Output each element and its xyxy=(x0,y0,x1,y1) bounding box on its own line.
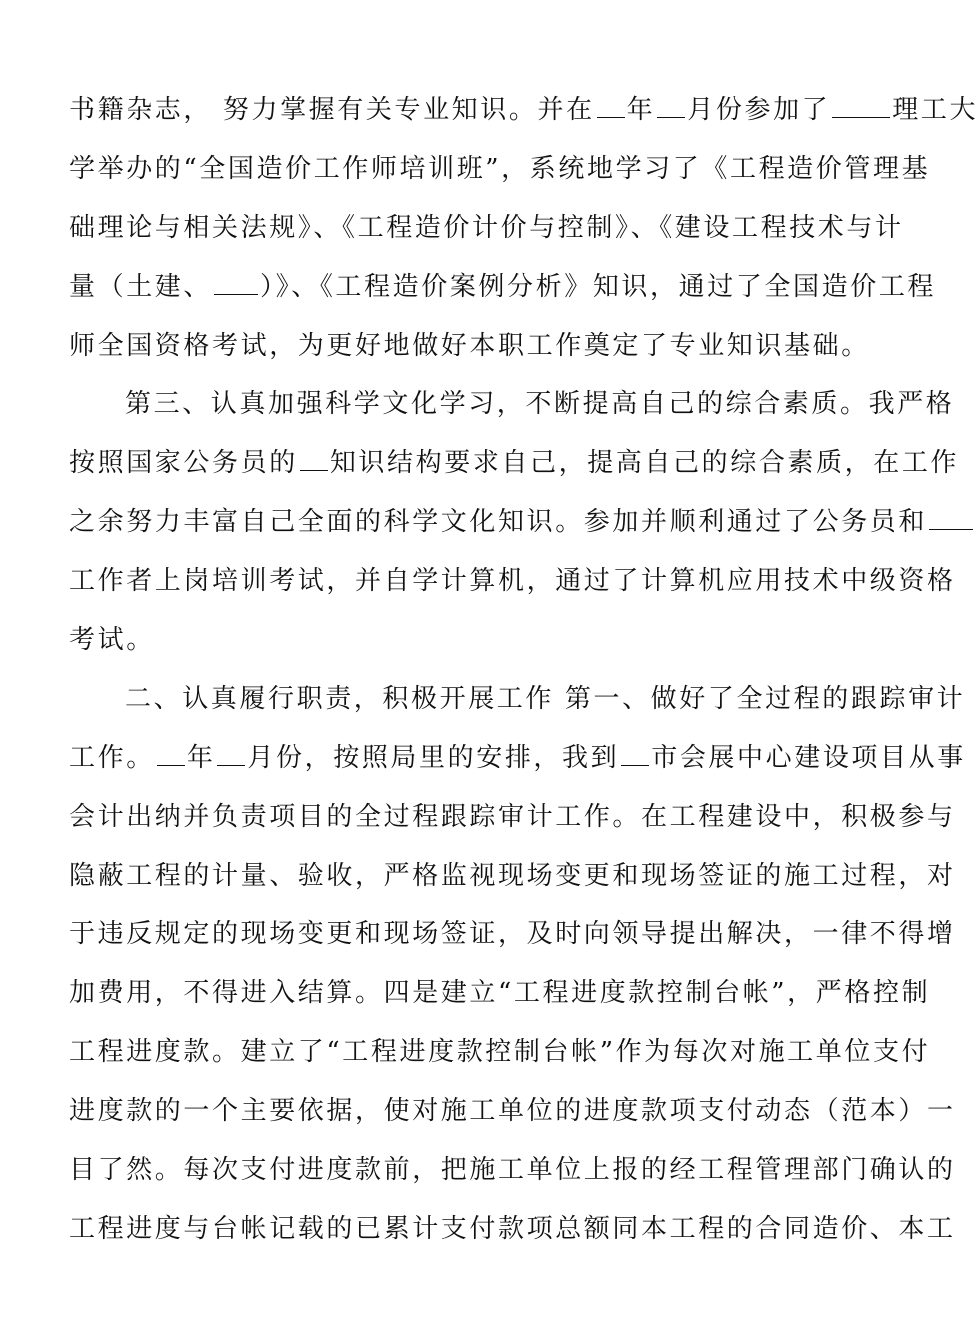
text-segment: 年 xyxy=(626,95,656,125)
text-segment: ）》、《工程造价案例分析》知识，通过了全国造价工程 xyxy=(260,271,937,302)
fill-in-blank xyxy=(597,89,625,118)
fill-in-blank xyxy=(217,737,245,766)
text-segment: 工作者上岗培训考试，并自学计算机，通过了计算机应用技术中级资格 xyxy=(69,566,956,597)
fill-in-blank xyxy=(832,89,890,118)
text-segment: 考试。 xyxy=(69,625,155,656)
text-segment: 工程进度款。建立了“工程进度款控制台帐”作为每次对施工单位支付 xyxy=(69,1037,931,1068)
text-line xyxy=(69,147,931,206)
text-line xyxy=(69,912,956,971)
text-line xyxy=(69,1148,956,1207)
text-segment: 进度款的一个主要依据，使对施工单位的进度款项支付动态（范本）一 xyxy=(69,1096,956,1127)
text-segment: 加费用，不得进入结算。四是建立“工程进度款控制台帐”，严格控制 xyxy=(69,978,931,1009)
text-segment: 市会展中心建设项目从事 xyxy=(651,742,966,773)
document-page xyxy=(69,88,978,1266)
text-segment: 目了然。每次支付进度款前，把施工单位上报的经工程管理部门确认的 xyxy=(69,1155,956,1186)
text-segment: 书籍杂志， 努力掌握有关专业知识。并在 xyxy=(69,95,595,125)
text-segment: 工程进度与台帐记载的已累计支付款项总额同本工程的合同造价、本工 xyxy=(69,1213,956,1244)
text-segment: 础理论与相关法规》、《工程造价计价与控制》、《建设工程技术与计 xyxy=(69,212,904,243)
text-segment: 第三、认真加强科学文化学习，不断提高自己的综合素质。我严格 xyxy=(125,389,955,420)
text-segment: 隐蔽工程的计量、验收，严格监视现场变更和现场签证的施工过程，对 xyxy=(69,860,956,891)
fill-in-blank xyxy=(929,501,973,530)
fill-in-blank xyxy=(621,737,649,766)
text-line xyxy=(69,382,955,441)
text-segment: 会计出纳并负责项目的全过程跟踪审计工作。在工程建设中，积极参与 xyxy=(69,801,956,832)
text-segment: 年 xyxy=(186,742,216,773)
text-segment: 之余努力丰富自己全面的科学文化知识。参加并顺利通过了公务员和 xyxy=(69,507,928,538)
text-segment: 理工大 xyxy=(892,95,978,125)
text-line xyxy=(69,324,881,383)
text-segment: 按照国家公务员的 xyxy=(69,448,298,479)
text-line xyxy=(69,736,966,795)
text-line xyxy=(69,971,931,1030)
text-segment: 于违反规定的现场变更和现场签证，及时向领导提出解决，一律不得增 xyxy=(69,919,956,950)
text-line xyxy=(69,265,937,324)
text-segment: 师全国资格考试，为更好地做好本职工作奠定了专业知识基础。 xyxy=(69,330,870,361)
text-segment: 量（土建、 xyxy=(69,271,213,302)
text-line xyxy=(69,88,978,147)
text-segment: 工作。 xyxy=(69,742,155,773)
text-line xyxy=(69,441,960,500)
text-segment: 月份参加了 xyxy=(687,95,831,125)
text-line xyxy=(69,559,956,618)
fill-in-blank xyxy=(300,442,328,471)
text-line xyxy=(69,854,956,913)
text-segment: 二、认真履行职责，积极开展工作 第一、做好了全过程的跟踪审计 xyxy=(125,683,966,714)
text-line xyxy=(69,1089,956,1148)
text-line xyxy=(69,1207,956,1266)
text-line xyxy=(69,1030,931,1089)
text-segment: 月份，按照局里的安排，我到 xyxy=(247,742,620,773)
text-line xyxy=(69,500,928,559)
fill-in-blank xyxy=(157,737,185,766)
text-segment: 知识结构要求自己，提高自己的综合素质，在工作 xyxy=(329,448,960,479)
fill-in-blank xyxy=(657,89,685,118)
text-line xyxy=(69,677,966,736)
text-segment: 学举办的“全国造价工作师培训班”，系统地学习了《工程造价管理基 xyxy=(69,153,931,184)
text-line xyxy=(69,795,956,854)
fill-in-blank xyxy=(214,266,258,295)
text-line xyxy=(69,618,881,677)
text-line xyxy=(69,206,904,265)
